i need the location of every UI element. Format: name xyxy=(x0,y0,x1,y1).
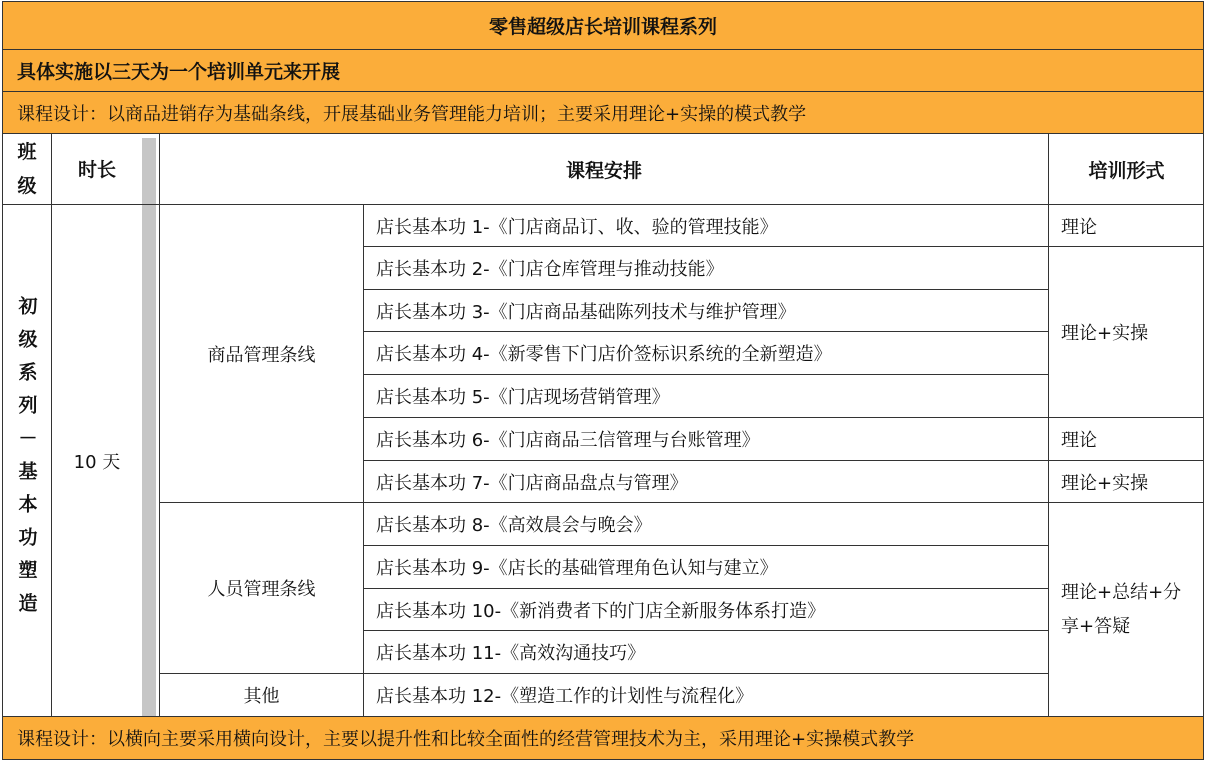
course-row: 店长基本功 10-《新消费者下的门店全新服务体系打造》 xyxy=(364,589,1048,631)
course-design-top: 课程设计：以商品进销存为基础条线，开展基础业务管理能力培训；主要采用理论+实操的模式教学 xyxy=(2,92,1204,134)
form-cell: 理论+实操 xyxy=(1049,461,1204,503)
course-row: 店长基本功 8-《高效晨会与晚会》 xyxy=(364,503,1048,546)
form-cell: 理论 xyxy=(1049,418,1204,461)
course-row: 店长基本功 12-《塑造工作的计划性与流程化》 xyxy=(376,686,754,707)
page-title: 零售超级店长培训课程系列 xyxy=(2,1,1204,50)
header-class xyxy=(3,134,51,204)
form-cell: 理论 xyxy=(1049,205,1204,247)
line-goods-label: 商品管理条线 xyxy=(207,344,316,366)
line-goods xyxy=(160,205,363,503)
course-row: 店长基本功 9-《店长的基础管理角色认知与建立》 xyxy=(364,546,1048,589)
course-row: 店长基本功 3-《门店商品基础陈列技术与维护管理》 xyxy=(364,290,1048,332)
line-other-label: 其他 xyxy=(243,686,280,707)
line-other xyxy=(160,674,363,716)
class-name: 初级系列－基本功塑造 xyxy=(15,295,38,626)
form-cell-combined xyxy=(1049,503,1204,716)
header-duration: 时长 xyxy=(77,158,116,181)
course-row: 店长基本功 1-《门店商品订、收、验的管理技能》 xyxy=(364,205,1048,247)
course-row: 店长基本功 2-《门店仓库管理与推动技能》 xyxy=(364,247,1048,290)
form-cell: 理论+实操 xyxy=(1049,247,1204,418)
course-row: 店长基本功 7-《门店商品盘点与管理》 xyxy=(364,461,1048,503)
course-row: 店长基本功 6-《门店商品三信管理与台账管理》 xyxy=(364,418,1048,461)
course-row: 店长基本功 11-《高效沟通技巧》 xyxy=(364,631,1048,674)
course-row: 店长基本功 4-《新零售下门店价签标识系统的全新塑造》 xyxy=(364,332,1048,375)
header-class-label: 班级 xyxy=(17,141,37,197)
scroll-gutter xyxy=(142,138,156,716)
form-combined-text: 理论+总结+分享+答疑 xyxy=(1061,581,1182,637)
course-design-bottom: 课程设计：以横向主要采用横向设计，主要以提升性和比较全面性的经营管理技术为主，采用理论+实操模式教学 xyxy=(2,716,1204,760)
subtitle-row: 具体实施以三天为一个培训单元来开展 xyxy=(2,50,1204,92)
duration-cell xyxy=(52,205,142,716)
line-staff-label: 人员管理条线 xyxy=(207,579,316,600)
header-arrangement: 课程安排 xyxy=(565,159,642,182)
line-staff xyxy=(160,503,363,674)
header-form: 培训形式 xyxy=(1088,159,1165,182)
duration-value: 10 天 xyxy=(73,451,121,473)
class-name-cell xyxy=(3,205,51,716)
course-row: 店长基本功 5-《门店现场营销管理》 xyxy=(364,375,1048,418)
